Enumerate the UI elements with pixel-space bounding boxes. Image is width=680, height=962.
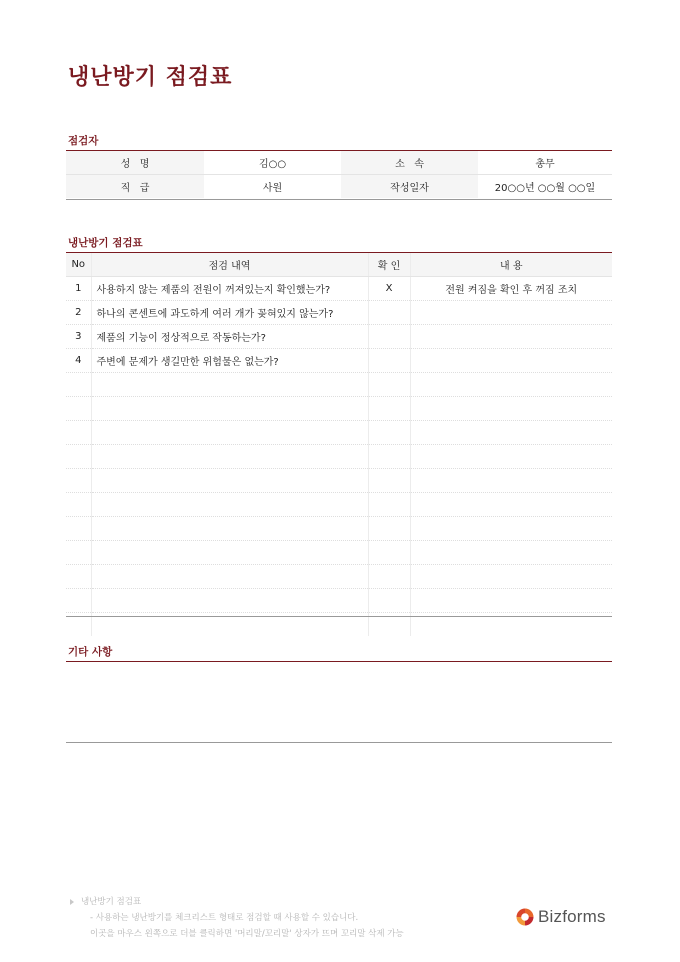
footer-description: - 사용하는 냉난방기를 체크리스트 형태로 점검할 때 사용할 수 있습니다. [90,913,359,923]
cell-empty[interactable] [91,373,368,397]
cell-empty[interactable] [410,469,612,493]
rank-value[interactable]: 사원 [262,183,283,194]
bizforms-logo-icon [515,907,535,927]
row-item: 주변에 문제가 생길만한 위험물은 없는가? [91,349,368,373]
cell-empty[interactable] [91,541,368,565]
other-top-rule [66,661,612,662]
col-header-item: 점검 내역 [91,253,368,277]
cell-empty[interactable] [410,541,612,565]
cell-empty[interactable] [368,589,410,613]
row-item: 하나의 콘센트에 과도하게 여러 개가 꽂혀있지 않는가? [91,301,368,325]
cell-empty[interactable] [410,421,612,445]
row-confirm[interactable] [368,325,410,349]
table-row-empty [66,445,612,469]
cell-empty[interactable] [91,589,368,613]
checklist-header-row [66,253,612,277]
table-row [66,301,612,325]
table-row-empty [66,373,612,397]
other-section-title: 기타 사항 [68,646,113,658]
rank-label: 직 급 [66,175,204,199]
cell-empty[interactable] [91,493,368,517]
inspector-bottom-rule [66,199,612,200]
footer-title-line [70,894,404,910]
row-content[interactable]: 전원 켜짐을 확인 후 꺼짐 조치 [410,277,612,301]
inspector-table [66,151,612,198]
cell-empty[interactable] [91,469,368,493]
inspector-row [66,151,612,175]
department-label: 소 속 [341,151,478,175]
table-row [66,325,612,349]
row-confirm[interactable] [368,349,410,373]
footer-hint: 이곳을 마우스 왼쪽으로 더블 클릭하면 '머리말/꼬리말' 상자가 뜨며 꼬리말 삭제 가능 [90,929,404,939]
cell-empty[interactable] [91,421,368,445]
col-header-confirm: 확 인 [368,253,410,277]
cell-empty[interactable] [410,373,612,397]
other-notes-area[interactable] [66,663,612,740]
cell-empty[interactable] [410,517,612,541]
checklist-bottom-rule [66,616,612,617]
row-content[interactable] [410,325,612,349]
checklist-section-title: 냉난방기 점검표 [68,237,143,249]
other-bottom-rule [66,742,612,743]
table-row-empty [66,565,612,589]
cell-empty[interactable] [368,445,410,469]
row-no: 2 [66,301,91,325]
table-row-empty [66,541,612,565]
table-row [66,349,612,373]
row-confirm[interactable]: X [368,277,410,301]
inspector-section-title: 점검자 [68,135,99,147]
table-row-empty [66,421,612,445]
cell-empty [66,493,91,517]
cell-empty[interactable] [410,493,612,517]
cell-empty[interactable] [410,397,612,421]
name-value[interactable]: 김○○ [204,151,341,175]
date-label: 작성일자 [341,175,478,199]
row-item: 사용하지 않는 제품의 전원이 꺼져있는지 확인했는가? [91,277,368,301]
row-no: 4 [66,349,91,373]
col-header-no: No [66,253,91,277]
row-confirm[interactable] [368,301,410,325]
name-label: 성 명 [66,151,204,175]
department-value[interactable]: 총무 [478,151,612,175]
cell-empty[interactable] [368,421,410,445]
footer[interactable] [70,894,404,942]
cell-empty[interactable] [368,493,410,517]
bizforms-logo [515,907,606,927]
cell-empty[interactable] [91,445,368,469]
row-content[interactable] [410,349,612,373]
triangle-bullet-icon [70,899,74,905]
row-content[interactable] [410,301,612,325]
cell-empty[interactable] [368,565,410,589]
col-header-content: 내 용 [410,253,612,277]
cell-empty [66,469,91,493]
cell-empty [66,397,91,421]
cell-empty[interactable] [368,469,410,493]
cell-empty[interactable] [368,517,410,541]
table-row-empty [66,517,612,541]
cell-empty[interactable] [410,565,612,589]
checklist-table [66,253,612,636]
cell-empty [66,421,91,445]
cell-empty[interactable] [368,373,410,397]
table-row [66,277,612,301]
row-no: 1 [66,277,91,301]
cell-empty[interactable] [368,397,410,421]
cell-empty[interactable] [91,565,368,589]
table-row-empty [66,493,612,517]
table-row-empty [66,469,612,493]
row-no: 3 [66,325,91,349]
cell-empty[interactable] [91,517,368,541]
cell-empty [66,541,91,565]
page-title: 냉난방기 점검표 [68,65,233,90]
date-value[interactable]: 20○○년 ○○월 ○○일 [494,183,596,194]
table-row-empty [66,589,612,613]
cell-empty [66,373,91,397]
cell-empty [66,565,91,589]
cell-empty[interactable] [91,397,368,421]
cell-empty [66,589,91,613]
cell-empty [66,445,91,469]
row-item: 제품의 기능이 정상적으로 작동하는가? [91,325,368,349]
bizforms-logo-text: Bizforms [538,907,606,926]
cell-empty[interactable] [410,589,612,613]
footer-title: 냉난방기 점검표 [81,897,142,907]
cell-empty[interactable] [410,445,612,469]
cell-empty [66,517,91,541]
cell-empty[interactable] [368,541,410,565]
table-row-empty [66,397,612,421]
inspector-row [66,175,612,199]
